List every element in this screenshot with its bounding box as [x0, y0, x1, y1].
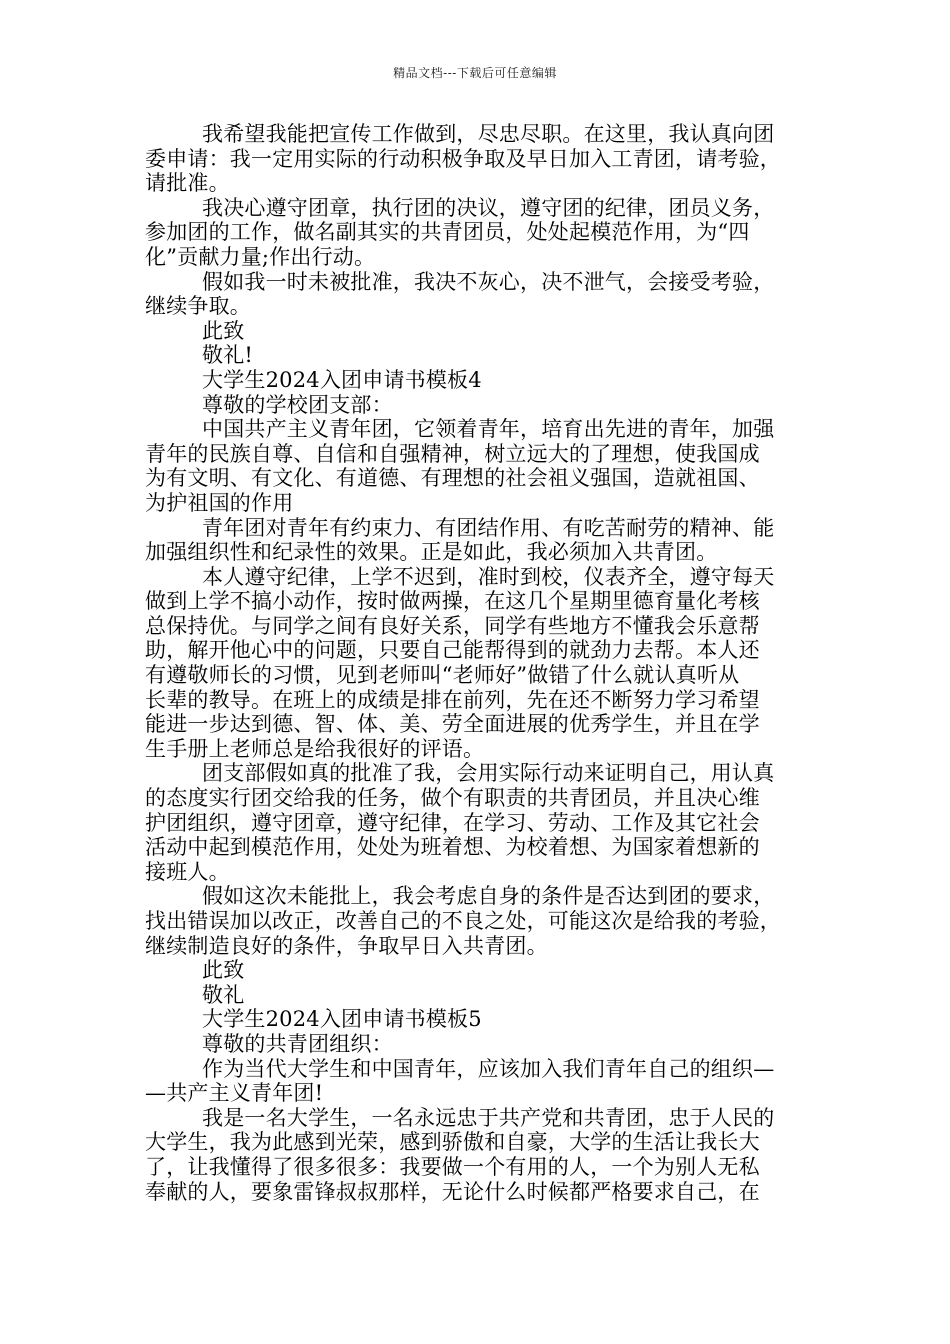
text-line: 为有文明、有文化、有道德、有理想的社会祖义强国，造就祖国、 [145, 466, 760, 491]
text-line: 总保持优。与同学之间有良好关系，同学有些地方不懂我会乐意帮 [145, 613, 760, 638]
text-line: 此致 [202, 318, 245, 343]
text-line: 能进一步达到德、智、体、美、劳全面进展的优秀学生，并且在学 [145, 712, 760, 737]
text-line: 参加团的工作，做名副其实的共青团员，处处起模范作用，为“四 [145, 220, 750, 245]
text-line: 假如我一时未被批准，我决不灰心，决不泄气，会接受考验， [202, 269, 775, 294]
text-line: 活动中起到模范作用，处处为班着想、为校着想、为国家着想新的 [145, 835, 760, 860]
text-line: 敬礼 [202, 982, 245, 1007]
text-line: 的态度实行团交给我的任务，做个有职责的共青团员，并且决心维 [145, 786, 760, 811]
document-body [145, 122, 813, 1204]
text-line: 请批准。 [145, 171, 230, 196]
text-line: 团支部假如真的批准了我，会用实际行动来证明自己，用认真 [202, 761, 775, 786]
text-line: 生手册上老师总是给我很好的评语。 [145, 736, 485, 761]
text-line: 尊敬的学校团支部： [202, 392, 393, 417]
text-line: 我是一名大学生，一名永远忠于共产党和共青团，忠于人民的 [202, 1105, 775, 1130]
text-line: 青年团对青年有约束力、有团结作用、有吃苦耐劳的精神、能 [202, 515, 775, 540]
text-line: 做到上学不搞小动作，按时做两操，在这几个星期里德育量化考核 [145, 589, 760, 614]
text-line: 继续制造良好的条件，争取早日入共青团。 [145, 933, 548, 958]
text-line: 作为当代大学生和中国青年，应该加入我们青年自己的组织— [202, 1056, 775, 1081]
text-line: 化”贡献力量;作出行动。 [145, 244, 376, 269]
text-line: 委申请：我一定用实际的行动积极争取及早日加入工青团，请考验， [145, 146, 781, 171]
text-line: 有遵敬师长的习惯，见到老师叫“老师好”做错了什么就认真听从 [145, 663, 740, 688]
text-line: 奉献的人，要象雷锋叔叔那样，无论什么时候都严格要求自己，在 [145, 1179, 760, 1204]
text-line: 护团组织，遵守团章，遵守纪律，在学习、劳动、工作及其它社会 [145, 810, 760, 835]
text-line: 我决心遵守团章，执行团的决议，遵守团的纪律，团员义务， [202, 195, 775, 220]
text-line: 大学生2024入团申请书模板4 [202, 367, 482, 392]
text-line: 大学生，我为此感到光荣，感到骄傲和自豪，大学的生活让我长大 [145, 1130, 760, 1155]
text-line: 了，让我懂得了很多很多：我要做一个有用的人，一个为别人无私 [145, 1154, 760, 1179]
text-line: 加强组织性和纪录性的效果。正是如此，我必须加入共青团。 [145, 540, 718, 565]
text-line: 中国共产主义青年团，它领着青年，培育出先进的青年，加强 [202, 417, 775, 442]
text-line: 长辈的教导。在班上的成绩是排在前列，先在还不断努力学习希望 [145, 687, 760, 712]
text-line: 青年的民族自尊、自信和自强精神，树立远大的了理想，使我国成 [145, 441, 760, 466]
text-line: 大学生2024入团申请书模板5 [202, 1007, 482, 1032]
text-line: 本人遵守纪律，上学不迟到，准时到校，仪表齐全，遵守每天 [202, 564, 775, 589]
text-line: 我希望我能把宣传工作做到，尽忠尽职。在这里，我认真向团 [202, 122, 775, 146]
text-line: —共产主义青年团! [145, 1081, 324, 1106]
text-line: 找出错误加以改正，改善自己的不良之处，可能这次是给我的考验， [145, 909, 781, 933]
text-line: 尊敬的共青团组织： [202, 1031, 393, 1056]
page-header: 精品文档---下载后可任意编辑 [393, 66, 557, 80]
text-line: 为护祖国的作用 [145, 490, 294, 515]
text-line: 助，解开他心中的问题，只要自己能帮得到的就劲力去帮。本人还 [145, 638, 760, 663]
text-line: 此致 [202, 958, 245, 983]
text-line: 假如这次未能批上，我会考虑自身的条件是否达到团的要求， [202, 884, 775, 909]
text-line: 接班人。 [145, 859, 230, 884]
text-line: 敬礼! [202, 343, 254, 368]
text-line: 继续争取。 [145, 294, 251, 319]
